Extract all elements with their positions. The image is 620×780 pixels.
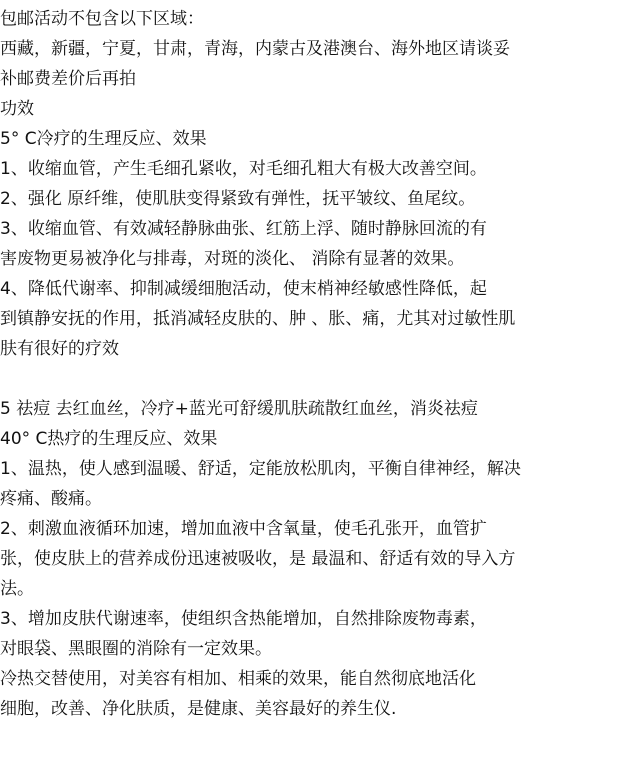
cold-therapy-line: 害废物更易被净化与排毒，对斑的淡化、 消除有显著的效果。	[0, 249, 465, 269]
heat-therapy-line: 1、温热，使人感到温暖、舒适，定能放松肌肉，平衡自律神经，解决	[0, 459, 521, 479]
summary-line: 冷热交替使用，对美容有相加、相乘的效果，能自然彻底地活化	[0, 669, 476, 689]
cold-therapy-line: 4、降低代谢率、抑制减缓细胞活动，使末梢神经敏感性降低，起	[0, 279, 487, 299]
heat-therapy-line: 对眼袋、黑眼圈的消除有一定效果。	[0, 639, 272, 659]
shipping-note-line: 西藏，新疆，宁夏，甘肃，青海，内蒙古及港澳台、海外地区请谈妥	[0, 39, 510, 59]
cold-therapy-heading: 5° C冷疗的生理反应、效果	[0, 129, 207, 149]
heat-therapy-line: 2、刺激血液循环加速，增加血液中含氧量，使毛孔张开，血管扩	[0, 519, 487, 539]
cold-therapy-line: 1、收缩血管，产生毛细孔紧收，对毛细孔粗大有极大改善空间。	[0, 159, 487, 179]
cold-therapy-line: 3、收缩血管、有效减轻静脉曲张、红筋上浮、随时静脉回流的有	[0, 219, 487, 239]
cold-therapy-line: 2、强化 原纤维，使肌肤变得紧致有弹性，抚平皱纹、鱼尾纹。	[0, 189, 476, 209]
heat-therapy-heading: 40° C热疗的生理反应、效果	[0, 429, 218, 449]
section-heading-efficacy: 功效	[0, 99, 34, 119]
summary-line: 细胞，改善、净化肤质，是健康、美容最好的养生仪.	[0, 699, 397, 719]
heat-therapy-line: 疼痛、酸痛。	[0, 489, 102, 509]
shipping-note-line: 补邮费差价后再拍	[0, 69, 136, 89]
heat-therapy-line: 张，使皮肤上的营养成份迅速被吸收，是 最温和、舒适有效的导入方	[0, 549, 516, 569]
cold-therapy-line: 肤有很好的疗效	[0, 339, 119, 359]
heat-therapy-line: 3、增加皮肤代谢速率，使组织含热能增加，自然排除废物毒素，	[0, 609, 487, 629]
acne-treatment-line: 5 祛痘 去红血丝，冷疗+蓝光可舒缓肌肤疏散红血丝，消炎祛痘	[0, 399, 478, 419]
shipping-note-heading: 包邮活动不包含以下区域：	[0, 9, 204, 29]
heat-therapy-line: 法。	[0, 579, 34, 599]
cold-therapy-line: 到镇静安抚的作用，抵消减轻皮肤的、肿 、胀、痛，尤其对过敏性肌	[0, 309, 516, 329]
